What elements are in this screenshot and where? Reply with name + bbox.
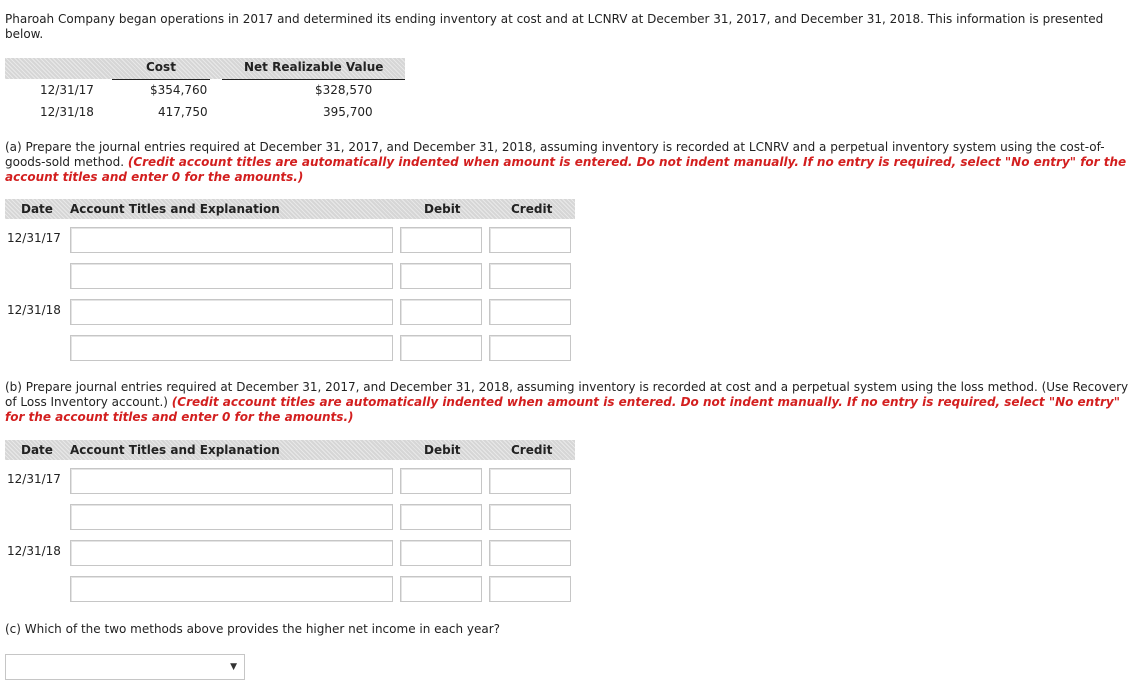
journal-a-date-2: 12/31/18 [7,303,61,317]
part-b-question-text: (b) Prepare journal entries required at December 31, 2017, and December 31, 2018, assuming inventory is recorded at cost and a perpetual system using the loss method. (Use Recovery of Loss Inventory account.) [5,380,1129,409]
chevron-down-icon: ▼ [230,662,237,672]
journal-b-debit-input[interactable] [400,540,482,566]
journal-a-credit-input[interactable] [489,263,571,289]
journal-header-debit: Debit [424,202,461,216]
info-row-nrv: 395,700 [323,105,373,119]
nrv-underline [222,79,405,80]
info-row-cost: $354,760 [150,83,208,97]
journal-b-debit-input[interactable] [400,468,482,494]
journal-b-debit-input[interactable] [400,576,482,602]
journal-header-debit: Debit [424,443,461,457]
journal-a-debit-input[interactable] [400,299,482,325]
intro-text: Pharoah Company began operations in 2017 and determined its ending inventory at cost and at LCNRV at December 31, 2017, and December 31, 2018. This information is presented below. [5,12,1104,41]
info-row-nrv: $328,570 [315,83,373,97]
journal-header-credit: Credit [511,443,553,457]
journal-a-debit-input[interactable] [400,335,482,361]
journal-b-account-input[interactable] [70,540,393,566]
journal-b-account-input[interactable] [70,576,393,602]
info-row-date: 12/31/17 [40,83,94,97]
journal-a-account-input[interactable] [70,335,393,361]
journal-header-date: Date [21,202,53,216]
journal-a-account-input[interactable] [70,299,393,325]
part-b-question [5,380,1133,425]
journal-header-account: Account Titles and Explanation [70,202,280,216]
part-a-question [5,140,1133,185]
part-b-instruction: (Credit account titles are automatically indented when amount is entered. Do not indent manually. If no entry is required, select "No entry" for the account titles and enter 0 for the amounts.) [5,395,1120,424]
journal-b-date-2: 12/31/18 [7,544,61,558]
journal-b-date-1: 12/31/17 [7,472,61,486]
journal-a-header [5,199,575,219]
info-header-nrv: Net Realizable Value [244,60,384,74]
journal-a-debit-input[interactable] [400,227,482,253]
journal-b-credit-input[interactable] [489,540,571,566]
journal-header-credit: Credit [511,202,553,216]
journal-b-credit-input[interactable] [489,504,571,530]
journal-b-credit-input[interactable] [489,576,571,602]
part-c-question: (c) Which of the two methods above provides the higher net income in each year? [5,622,501,636]
part-a-instruction: (Credit account titles are automatically indented when amount is entered. Do not indent manually. If no entry is required, select "No entry" for the account titles and enter 0 for the amounts.) [5,155,1127,184]
journal-b-header [5,440,575,460]
journal-a-date-1: 12/31/17 [7,231,61,245]
cost-underline [112,79,210,80]
part-c-method-select[interactable] [5,654,245,680]
info-header-cost: Cost [146,60,176,74]
journal-a-account-input[interactable] [70,263,393,289]
journal-a-debit-input[interactable] [400,263,482,289]
journal-b-debit-input[interactable] [400,504,482,530]
journal-b-credit-input[interactable] [489,468,571,494]
journal-header-date: Date [21,443,53,457]
journal-a-credit-input[interactable] [489,299,571,325]
part-a-question-text: (a) Prepare the journal entries required at December 31, 2017, and December 31, 2018, assuming inventory is recorded at LCNRV and a perpetual inventory system using the cost-of-goods-sold method. [5,140,1105,169]
journal-b-account-input[interactable] [70,468,393,494]
journal-b-account-input[interactable] [70,504,393,530]
journal-a-credit-input[interactable] [489,335,571,361]
info-row-cost: 417,750 [158,105,208,119]
journal-header-account: Account Titles and Explanation [70,443,280,457]
journal-a-account-input[interactable] [70,227,393,253]
journal-a-credit-input[interactable] [489,227,571,253]
info-row-date: 12/31/18 [40,105,94,119]
